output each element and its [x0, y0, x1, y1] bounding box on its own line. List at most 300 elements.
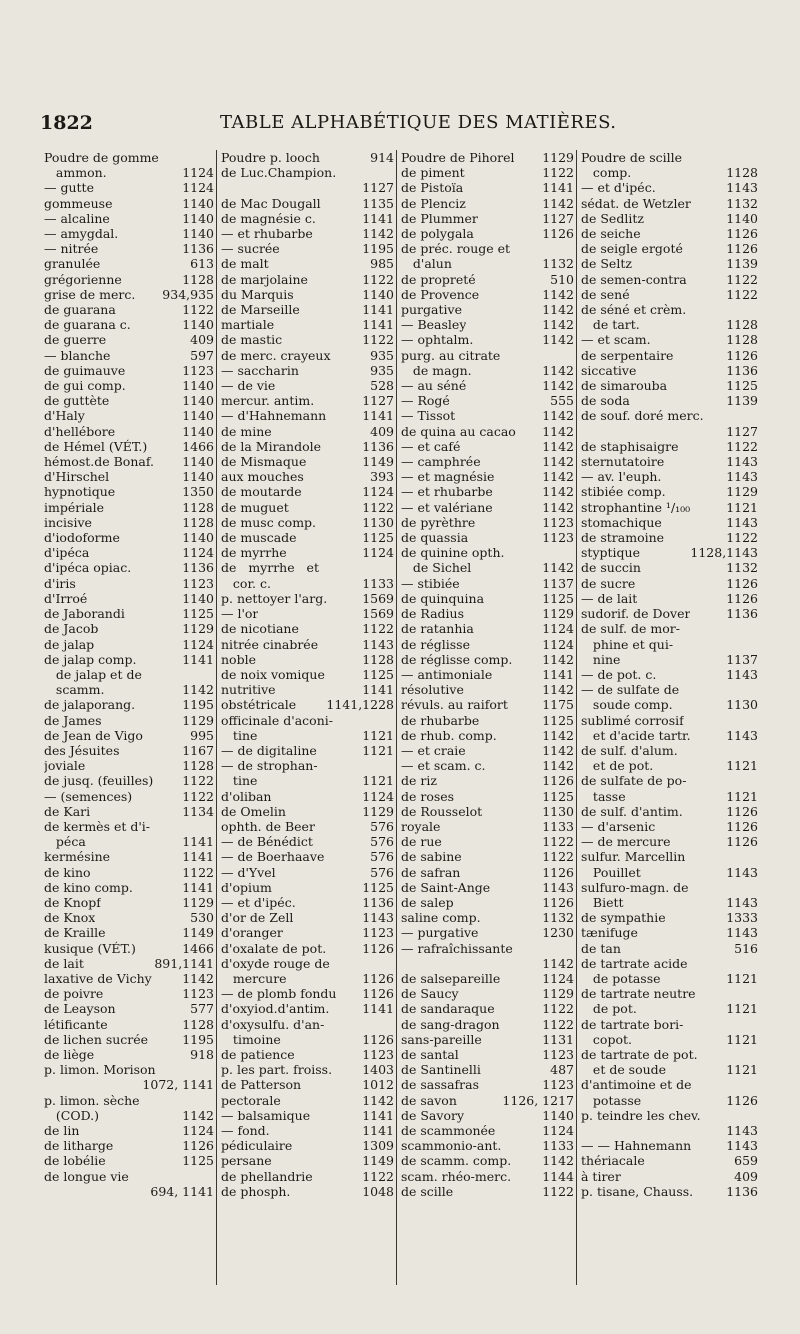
entry-page-ref: 1132 — [726, 195, 758, 211]
entry-term: — blanche — [44, 347, 111, 363]
entry-term: de Santinelli — [401, 1062, 481, 1078]
index-entry — [401, 880, 574, 895]
index-entry — [44, 1184, 214, 1199]
entry-page-ref: 1129 — [362, 803, 394, 819]
entry-term: de Mac Dougall — [221, 195, 321, 211]
entry-page-ref: 1121 — [726, 758, 758, 774]
entry-page-ref: 1124 — [362, 545, 394, 561]
index-entry — [581, 515, 758, 530]
entry-term: d'antimoine et de — [581, 1077, 692, 1093]
entry-page-ref: 1124 — [542, 636, 574, 652]
entry-page-ref: 1466 — [182, 940, 214, 956]
entry-term: — et valériane — [401, 499, 493, 515]
entry-term: de jalaporang. — [44, 697, 136, 713]
entry-term: hypnotique — [44, 484, 116, 500]
entry-page-ref: 1141 — [542, 666, 574, 682]
entry-page-ref: 1134 — [182, 803, 214, 819]
entry-term: scammonio-ant. — [401, 1138, 502, 1154]
entry-term: de salsepareille — [401, 970, 501, 986]
entry-term: Poudre p. looch — [221, 150, 320, 165]
entry-term: de Omelin — [221, 803, 286, 819]
index-entry — [581, 1093, 758, 1108]
entry-page-ref: 1140 — [182, 469, 214, 485]
index-entry — [581, 789, 758, 804]
entry-page-ref: 1121 — [726, 499, 758, 515]
entry-page-ref: 1142 — [542, 302, 574, 318]
entry-page-ref: 1142 — [542, 332, 574, 348]
entry-page-ref: 1142 — [542, 651, 574, 667]
entry-term: sans-pareille — [401, 1031, 482, 1047]
entry-page-ref: 1140 — [542, 1107, 574, 1123]
entry-page-ref: 1121 — [726, 970, 758, 986]
entry-page-ref: 1126 — [726, 347, 758, 363]
entry-page-ref — [391, 165, 394, 180]
entry-page-ref — [211, 819, 214, 834]
entry-page-ref: 1132 — [542, 910, 574, 926]
entry-term: — purgative — [401, 925, 479, 941]
index-entry — [401, 1062, 574, 1077]
entry-term: (COD.) — [44, 1107, 100, 1123]
entry-page-ref: 1121 — [726, 788, 758, 804]
entry-page-ref — [755, 986, 758, 1001]
index-entry — [44, 728, 214, 743]
entry-term: de musc comp. — [221, 514, 317, 530]
index-entry — [581, 317, 758, 332]
entry-page-ref: 1142 — [542, 758, 574, 774]
index-entry — [221, 910, 394, 925]
index-entry — [221, 682, 394, 697]
entry-term: sublimé corrosif — [581, 712, 684, 728]
entry-term: grise de merc. — [44, 286, 136, 302]
entry-term: de Sichel — [401, 560, 472, 576]
entry-page-ref: 1143 — [362, 636, 394, 652]
entry-term: de guimauve — [44, 362, 126, 378]
entry-term: de Rousselot — [401, 803, 483, 819]
index-entry — [581, 256, 758, 271]
entry-page-ref: 1123 — [362, 925, 394, 941]
entry-term: de patience — [221, 1046, 295, 1062]
index-entry — [401, 758, 574, 773]
entry-page-ref: 1125 — [362, 530, 394, 546]
entry-term: grégorienne — [44, 271, 122, 287]
index-entry — [401, 545, 574, 560]
index-column-4 — [576, 150, 760, 1285]
entry-term: de Luc.Champion. — [221, 165, 337, 181]
entry-page-ref: 576 — [370, 864, 394, 880]
index-entry — [581, 1032, 758, 1047]
entry-term: de Provence — [401, 286, 480, 302]
entry-term: de guarana c. — [44, 317, 131, 333]
entry-page-ref: 1230 — [542, 925, 574, 941]
index-entry — [221, 484, 394, 499]
index-entry — [221, 637, 394, 652]
entry-page-ref: 1121 — [726, 1031, 758, 1047]
entry-page-ref: 1333 — [726, 910, 758, 926]
index-entry — [44, 758, 214, 773]
entry-term: hémost.de Bonaf. — [44, 454, 154, 470]
index-entry — [581, 500, 758, 515]
entry-term: Poudre de gomme — [44, 150, 159, 165]
entry-page-ref: 1143 — [362, 910, 394, 926]
entry-page-ref: 1130 — [726, 697, 758, 713]
entry-term: de mine — [221, 423, 272, 439]
index-entry — [581, 302, 758, 317]
entry-page-ref: 1126 — [362, 970, 394, 986]
index-entry — [44, 515, 214, 530]
index-entry — [221, 211, 394, 226]
entry-page-ref — [571, 241, 574, 256]
entry-page-ref: 409 — [734, 1168, 758, 1184]
entry-page-ref: 1126 — [362, 940, 394, 956]
entry-page-ref: 1122 — [542, 834, 574, 850]
index-entry — [581, 880, 758, 895]
entry-page-ref: 1143 — [726, 925, 758, 941]
entry-page-ref: 1123 — [542, 530, 574, 546]
entry-term: d'alun — [401, 256, 452, 272]
entry-term: obstétricale — [221, 697, 297, 713]
entry-term: mercure — [221, 970, 287, 986]
index-columns — [40, 150, 760, 1300]
entry-term: p. teindre les chev. — [581, 1107, 701, 1123]
index-entry — [44, 925, 214, 940]
entry-page-ref: 1143 — [726, 864, 758, 880]
entry-term: de safran — [401, 864, 461, 880]
entry-page-ref: 1142 — [542, 484, 574, 500]
index-entry — [401, 591, 574, 606]
index-entry — [44, 454, 214, 469]
entry-page-ref: 1144 — [542, 1168, 574, 1184]
entry-term: — sucrée — [221, 241, 280, 257]
index-entry — [401, 408, 574, 423]
entry-page-ref: 1123 — [182, 986, 214, 1002]
entry-page-ref: 1126, 1217 — [502, 1092, 574, 1108]
entry-term: scam. rhéo-merc. — [401, 1168, 512, 1184]
entry-page-ref: 1124 — [182, 1123, 214, 1138]
entry-page-ref — [211, 1093, 214, 1108]
entry-term: de lobélie — [44, 1153, 106, 1169]
index-entry — [44, 287, 214, 302]
entry-page-ref: 1133 — [542, 818, 574, 834]
entry-page-ref: 1142 — [542, 469, 574, 485]
index-entry — [401, 241, 574, 256]
entry-term: de sassafras — [401, 1077, 479, 1093]
index-entry — [581, 1153, 758, 1168]
entry-term: de sabine — [401, 849, 462, 865]
index-entry — [221, 728, 394, 743]
entry-page-ref: 528 — [370, 378, 394, 394]
entry-page-ref: 1129 — [542, 150, 574, 165]
index-entry — [221, 804, 394, 819]
entry-term: de Marseille — [221, 302, 300, 318]
entry-page-ref: 1142 — [182, 970, 214, 986]
entry-page-ref: 934,935 — [162, 286, 214, 302]
entry-term: de succin — [581, 560, 641, 576]
index-entry — [581, 819, 758, 834]
index-entry — [221, 743, 394, 758]
entry-term: p. limon. Morison — [44, 1062, 156, 1078]
entry-page-ref: 1122 — [726, 271, 758, 287]
entry-page-ref: 1129 — [182, 621, 214, 637]
index-entry — [401, 652, 574, 667]
index-entry — [401, 1017, 574, 1032]
entry-page-ref: 1143 — [726, 454, 758, 470]
entry-page-ref: 1141 — [362, 682, 394, 698]
entry-term: — gutte — [44, 180, 94, 196]
index-entry — [581, 211, 758, 226]
entry-term: p. nettoyer l'arg. — [221, 590, 328, 606]
entry-term: sudorif. de Dover — [581, 606, 691, 622]
entry-page-ref: 516 — [734, 940, 758, 956]
entry-term: — balsamique — [221, 1107, 311, 1123]
index-entry — [44, 956, 214, 971]
index-entry — [44, 986, 214, 1001]
entry-page-ref — [755, 713, 758, 728]
entry-term: de Jaborandi — [44, 606, 125, 622]
entry-page-ref: 1140 — [182, 226, 214, 242]
entry-term: de roses — [401, 788, 455, 804]
entry-page-ref: 1124 — [182, 636, 214, 652]
index-entry — [581, 773, 758, 788]
entry-page-ref: 1123 — [542, 514, 574, 530]
entry-term: de Jean de Vigo — [44, 727, 143, 743]
index-entry — [581, 697, 758, 712]
index-entry — [44, 1032, 214, 1047]
index-entry — [44, 637, 214, 652]
entry-page-ref: 1072, 1141 — [142, 1077, 214, 1093]
index-entry — [401, 1138, 574, 1153]
entry-term: de scille — [401, 1183, 454, 1199]
entry-term: styptique — [581, 545, 640, 561]
entry-term: comp. — [581, 165, 632, 181]
entry-page-ref — [211, 667, 214, 682]
index-entry — [401, 150, 574, 165]
index-entry — [581, 834, 758, 849]
entry-term: de sympathie — [581, 910, 666, 926]
entry-page-ref: 510 — [550, 271, 574, 287]
index-entry — [581, 743, 758, 758]
entry-page-ref: 1121 — [362, 773, 394, 789]
entry-term: de nicotiane — [221, 621, 299, 637]
entry-page-ref: 1143 — [726, 1123, 758, 1138]
index-entry — [44, 560, 214, 575]
entry-term: résolutive — [401, 682, 464, 698]
entry-page-ref: 1143 — [726, 727, 758, 743]
entry-term: de longue vie — [44, 1168, 129, 1184]
index-entry — [401, 378, 574, 393]
entry-term: de quassia — [401, 530, 469, 546]
index-entry — [401, 1093, 574, 1108]
index-entry — [401, 910, 574, 925]
index-entry — [44, 667, 214, 682]
entry-page-ref: 1126 — [182, 1138, 214, 1154]
index-entry — [221, 332, 394, 347]
entry-term: de tartrate bori- — [581, 1016, 684, 1032]
entry-term: pédiculaire — [221, 1138, 293, 1154]
entry-term: p. les part. froiss. — [221, 1062, 333, 1078]
entry-term: — et scam. c. — [401, 758, 486, 774]
index-entry — [44, 910, 214, 925]
entry-page-ref: 1142 — [542, 286, 574, 302]
entry-page-ref: 1136 — [726, 1183, 758, 1199]
entry-page-ref: 1127 — [362, 393, 394, 409]
entry-term: de Seltz — [581, 256, 632, 272]
entry-term: de sulf. d'antim. — [581, 803, 683, 819]
index-entry — [44, 469, 214, 484]
entry-page-ref — [211, 1169, 214, 1184]
entry-term: tine — [221, 727, 258, 743]
index-entry — [44, 606, 214, 621]
index-entry — [44, 895, 214, 910]
index-entry — [44, 773, 214, 788]
entry-term: de Radius — [401, 606, 464, 622]
index-entry — [221, 439, 394, 454]
entry-term: — camphrée — [401, 454, 481, 470]
entry-term: kusique (VÉT.) — [44, 940, 136, 956]
entry-page-ref: 1048 — [362, 1183, 394, 1199]
entry-page-ref: 1128 — [182, 499, 214, 515]
entry-page-ref: 1125 — [542, 788, 574, 804]
index-entry — [44, 789, 214, 804]
index-entry — [44, 256, 214, 271]
entry-term: sulfuro-magn. de — [581, 879, 689, 895]
index-entry — [44, 317, 214, 332]
entry-term: de semen-contra — [581, 271, 687, 287]
entry-term: strophantine ¹/₁₀₀ — [581, 499, 691, 515]
entry-term: révuls. au raifort — [401, 697, 508, 713]
entry-page-ref: 1142 — [542, 955, 574, 971]
entry-term: de poivre — [44, 986, 104, 1002]
entry-page-ref: 1122 — [542, 1016, 574, 1032]
entry-term: de Patterson — [221, 1077, 302, 1093]
entry-page-ref: 1126 — [726, 575, 758, 591]
index-entry — [581, 287, 758, 302]
entry-page-ref: 1122 — [182, 302, 214, 318]
entry-term: de kino — [44, 864, 91, 880]
entry-term: de guttète — [44, 393, 110, 409]
index-entry — [44, 819, 214, 834]
entry-page-ref: 1466 — [182, 438, 214, 454]
index-entry — [581, 1062, 758, 1077]
index-entry — [581, 667, 758, 682]
index-entry — [401, 637, 574, 652]
entry-term: sédat. de Wetzler — [581, 195, 691, 211]
index-entry — [44, 165, 214, 180]
index-entry — [221, 697, 394, 712]
entry-page-ref: 1129 — [182, 894, 214, 910]
entry-page-ref: 1133 — [362, 575, 394, 591]
entry-term: de noix vomique — [221, 666, 325, 682]
entry-term: — amygdal. — [44, 226, 119, 242]
entry-term: — nitrée — [44, 241, 99, 257]
index-entry — [581, 1123, 758, 1138]
entry-term: de pot. — [581, 1001, 637, 1017]
index-entry — [401, 606, 574, 621]
index-entry — [221, 150, 394, 165]
entry-page-ref: 1135 — [362, 195, 394, 211]
entry-term: de rhub. comp. — [401, 727, 497, 743]
index-entry — [221, 469, 394, 484]
index-entry — [581, 196, 758, 211]
index-entry — [221, 530, 394, 545]
index-entry — [401, 849, 574, 864]
entry-term: cor. c. — [221, 575, 271, 591]
entry-term: de réglisse comp. — [401, 651, 513, 667]
entry-page-ref: 1142 — [542, 195, 574, 211]
entry-term: tine — [221, 773, 258, 789]
index-entry — [581, 1001, 758, 1016]
entry-page-ref: 1140 — [362, 286, 394, 302]
page-number: 1822 — [40, 112, 93, 134]
entry-page-ref: 935 — [370, 347, 394, 363]
index-entry — [44, 530, 214, 545]
index-entry — [581, 713, 758, 728]
entry-term: de litharge — [44, 1138, 114, 1154]
entry-page-ref: 1143 — [726, 180, 758, 196]
entry-page-ref: 1122 — [362, 1168, 394, 1184]
entry-page-ref: 597 — [190, 347, 214, 363]
entry-term: péca — [44, 834, 86, 850]
entry-page-ref: 1123 — [542, 1046, 574, 1062]
entry-term: de polygala — [401, 226, 474, 242]
entry-page-ref: 1123 — [362, 1046, 394, 1062]
entry-term: de quina au cacao — [401, 423, 516, 439]
entry-page-ref: 1122 — [362, 271, 394, 287]
entry-page-ref: 393 — [370, 469, 394, 485]
index-entry — [44, 849, 214, 864]
entry-term: de jalap et de — [44, 666, 142, 682]
entry-page-ref — [391, 956, 394, 971]
index-entry — [401, 424, 574, 439]
entry-term: de séné et crèm. — [581, 302, 687, 318]
entry-term: de muguet — [221, 499, 289, 515]
entry-term: d'ipéca — [44, 545, 90, 561]
index-entry — [401, 469, 574, 484]
index-entry — [221, 363, 394, 378]
entry-page-ref: 1128,1143 — [690, 545, 758, 561]
index-entry — [401, 287, 574, 302]
index-entry — [221, 986, 394, 1001]
index-entry — [401, 682, 574, 697]
index-entry — [221, 834, 394, 849]
entry-term: de propreté — [401, 271, 476, 287]
entry-page-ref: 1122 — [542, 165, 574, 181]
index-entry — [221, 256, 394, 271]
entry-page-ref: 1125 — [726, 378, 758, 394]
entry-page-ref — [571, 348, 574, 363]
entry-term: joviale — [44, 758, 86, 774]
entry-page-ref: 1122 — [182, 788, 214, 804]
entry-term: officinale d'aconi- — [221, 712, 333, 728]
entry-term: p. limon. sèche — [44, 1092, 140, 1108]
index-entry — [44, 226, 214, 241]
entry-page-ref: 1126 — [726, 803, 758, 819]
entry-page-ref: 1137 — [542, 575, 574, 591]
entry-term: d'oxalate de pot. — [221, 940, 327, 956]
index-entry — [44, 348, 214, 363]
entry-term: létificante — [44, 1016, 108, 1032]
index-entry — [581, 454, 758, 469]
index-entry — [581, 804, 758, 819]
entry-page-ref — [391, 560, 394, 575]
entry-term: d'iodoforme — [44, 530, 120, 546]
entry-term: de myrrhe et — [221, 560, 319, 576]
entry-page-ref: 1130 — [362, 514, 394, 530]
entry-page-ref: 1124 — [362, 484, 394, 500]
entry-term: p. tisane, Chauss. — [581, 1183, 694, 1199]
entry-page-ref: 1142 — [542, 682, 574, 698]
page-header — [40, 112, 760, 140]
entry-term: — — Hahnemann — [581, 1138, 692, 1154]
